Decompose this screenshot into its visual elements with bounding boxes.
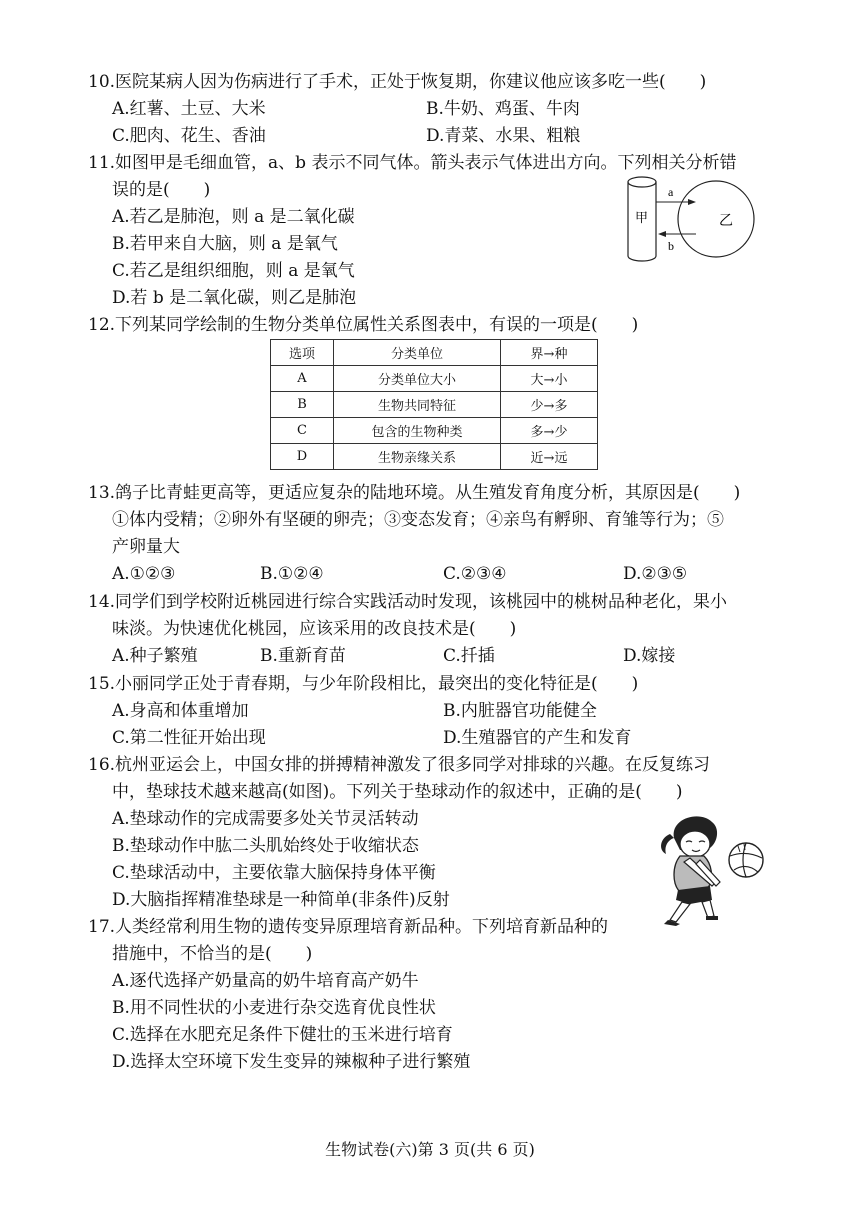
- q16-option-c[interactable]: C.垫球活动中，主要依靠大脑保持身体平衡: [112, 863, 436, 883]
- table-cell: A: [271, 366, 334, 392]
- q10-option-b[interactable]: B.牛奶、鸡蛋、牛肉: [426, 99, 580, 119]
- label-b: b: [668, 239, 674, 253]
- q10-stem: 10.医院某病人因为伤病进行了手术，正处于恢复期，你建议他应该多吃一些( ): [88, 72, 707, 92]
- table-row: [271, 366, 598, 392]
- q15-option-d[interactable]: D.生殖器官的产生和发育: [443, 728, 632, 748]
- q14-option-d[interactable]: D.嫁接: [623, 646, 676, 666]
- q16-stem: 16.杭州亚运会上，中国女排的拼搏精神激发了很多同学对排球的兴趣。在反复练习: [88, 755, 711, 775]
- table-row: [271, 444, 598, 470]
- q13-statements: ①体内受精；②卵外有坚硬的卵壳；③变态发育；④亲鸟有孵卵、育雏等行为；⑤: [112, 510, 724, 530]
- q13-option-c[interactable]: C.②③④: [443, 564, 507, 584]
- label-yi: 乙: [719, 214, 733, 229]
- q14-option-c[interactable]: C.扦插: [443, 646, 495, 666]
- q17-option-c[interactable]: C.选择在水肥充足条件下健壮的玉米进行培育: [112, 1025, 453, 1045]
- q14-stem: 14.同学们到学校附近桃园进行综合实践活动时发现，该桃园中的桃树品种老化，果小: [88, 592, 728, 612]
- table-cell: D: [271, 444, 334, 470]
- classification-table: [270, 339, 598, 470]
- q16-option-a[interactable]: A.垫球动作的完成需要多处关节灵活转动: [112, 809, 419, 829]
- label-jia: 甲: [635, 210, 649, 225]
- table-cell: B: [271, 392, 334, 418]
- table-cell: 少→多: [501, 392, 598, 418]
- table-cell: 近→远: [501, 444, 598, 470]
- table-row: [271, 392, 598, 418]
- q15-option-b[interactable]: B.内脏器官功能健全: [443, 701, 597, 721]
- q13-option-a[interactable]: A.①②③: [112, 564, 176, 584]
- q14-stem-cont: 味淡。为快速优化桃园，应该采用的改良技术是( ): [112, 619, 517, 639]
- table-header: 界→种: [501, 340, 598, 366]
- q17-stem: 17.人类经常利用生物的遗传变异原理培育新品种。下列培育新品种的: [88, 917, 609, 937]
- table-cell: 分类单位大小: [334, 366, 501, 392]
- q11-option-b[interactable]: B.若甲来自大脑，则 a 是氧气: [112, 234, 338, 254]
- label-a: a: [668, 185, 674, 199]
- q10-option-c[interactable]: C.肥肉、花生、香油: [112, 126, 266, 146]
- volleyball-player-illustration: [650, 808, 770, 928]
- q17-option-b[interactable]: B.用不同性状的小麦进行杂交选育优良性状: [112, 998, 436, 1018]
- q17-option-d[interactable]: D.选择太空环境下发生变异的辣椒种子进行繁殖: [112, 1052, 471, 1072]
- table-cell: 生物共同特征: [334, 392, 501, 418]
- q16-option-b[interactable]: B.垫球动作中肱二头肌始终处于收缩状态: [112, 836, 419, 856]
- q11-stem-cont: 误的是( ): [112, 180, 211, 200]
- capillary-alveolus-figure: [622, 172, 762, 264]
- q15-stem: 15.小丽同学正处于青春期，与少年阶段相比，最突出的变化特征是( ): [88, 674, 639, 694]
- q16-option-d[interactable]: D.大脑指挥精准垫球是一种简单(非条件)反射: [112, 890, 450, 910]
- q17-option-a[interactable]: A.逐代选择产奶量高的奶牛培育高产奶牛: [112, 971, 419, 991]
- table-header: 选项: [271, 340, 334, 366]
- q10-option-a[interactable]: A.红薯、土豆、大米: [112, 99, 266, 119]
- table-cell: 多→少: [501, 418, 598, 444]
- q13-statements-cont: 产卵量大: [112, 537, 180, 557]
- q13-option-d[interactable]: D.②③⑤: [623, 564, 688, 584]
- q11-option-a[interactable]: A.若乙是肺泡，则 a 是二氧化碳: [112, 207, 355, 227]
- table-header: 分类单位: [334, 340, 501, 366]
- q10-option-d[interactable]: D.青菜、水果、粗粮: [426, 126, 581, 146]
- table-row: [271, 418, 598, 444]
- q12-stem: 12.下列某同学绘制的生物分类单位属性关系图表中，有误的一项是( ): [88, 315, 639, 335]
- q15-option-a[interactable]: A.身高和体重增加: [112, 701, 249, 721]
- q15-option-c[interactable]: C.第二性征开始出现: [112, 728, 266, 748]
- q11-stem: 11.如图甲是毛细血管，a、b 表示不同气体。箭头表示气体进出方向。下列相关分析错: [88, 153, 737, 173]
- q14-option-b[interactable]: B.重新育苗: [260, 646, 346, 666]
- page-footer: 生物试卷(六)第 3 页(共 6 页): [325, 1140, 535, 1159]
- q11-option-c[interactable]: C.若乙是组织细胞，则 a 是氧气: [112, 261, 355, 281]
- table-cell: 包含的生物种类: [334, 418, 501, 444]
- table-cell: C: [271, 418, 334, 444]
- q16-stem-cont: 中，垫球技术越来越高(如图)。下列关于垫球动作的叙述中，正确的是( ): [112, 782, 683, 802]
- table-cell: 生物亲缘关系: [334, 444, 501, 470]
- table-cell: 大→小: [501, 366, 598, 392]
- q13-option-b[interactable]: B.①②④: [260, 564, 324, 584]
- q13-stem: 13.鸽子比青蛙更高等，更适应复杂的陆地环境。从生殖发育角度分析，其原因是( ): [88, 483, 741, 503]
- q17-stem-cont: 措施中，不恰当的是( ): [112, 944, 313, 964]
- table-header-row: [271, 340, 598, 366]
- q14-option-a[interactable]: A.种子繁殖: [112, 646, 198, 666]
- q11-option-d[interactable]: D.若 b 是二氧化碳，则乙是肺泡: [112, 288, 357, 308]
